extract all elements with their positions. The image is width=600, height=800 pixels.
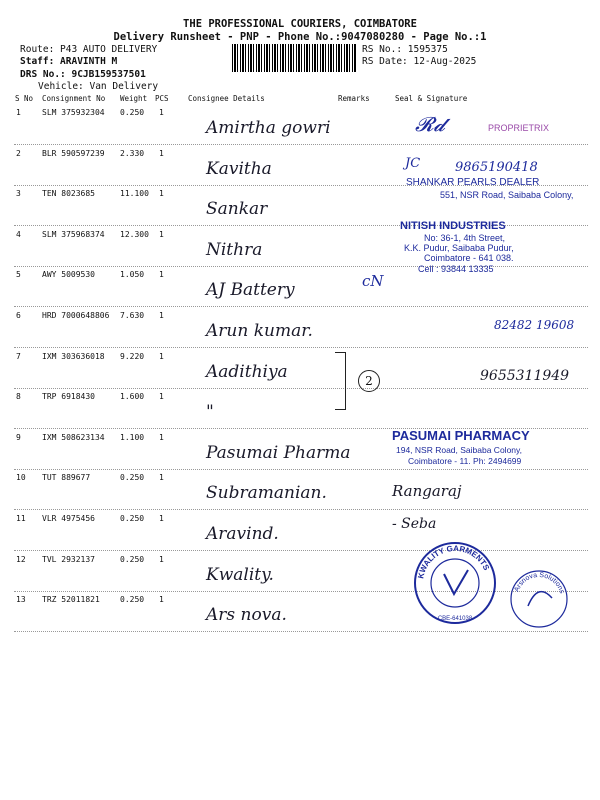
row-sno: 6 <box>16 311 21 320</box>
group-mark: 2 <box>358 370 380 392</box>
row-consignment-no: TUT 889677 <box>42 473 91 482</box>
rs-date: RS Date: 12-Aug-2025 <box>362 56 477 67</box>
row-consignee-handwritten: Nithra <box>206 240 263 260</box>
signature-phone-row6: 82482 19608 <box>494 318 575 332</box>
row-consignment-no: SLM 375932304 <box>42 108 105 117</box>
row-weight: 0.250 <box>120 108 145 117</box>
signature-seba: - Seba <box>392 516 437 532</box>
row-weight: 2.330 <box>120 149 145 158</box>
row-pcs: 1 <box>159 473 164 482</box>
row-divider <box>14 550 588 551</box>
row-consignment-no: BLR 590597239 <box>42 149 105 158</box>
pasumai-pharmacy-stamp: PASUMAI PHARMACY <box>392 428 530 443</box>
row-sno: 8 <box>16 392 21 401</box>
row-consignee-handwritten: Kwality. <box>206 565 274 585</box>
nitish-address-1: No: 36-1, 4th Street, <box>424 233 506 243</box>
row-weight: 1.600 <box>120 392 145 401</box>
signature-row1: 𝓡𝓭 <box>415 112 446 136</box>
row-divider <box>14 144 588 145</box>
row-sno: 1 <box>16 108 21 117</box>
row-consignment-no: TEN 8023685 <box>42 189 95 198</box>
company-title: THE PROFESSIONAL COURIERS, COIMBATORE <box>183 18 417 30</box>
runsheet-subtitle: Delivery Runsheet - PNP - Phone No.:9047080280 - Page No.:1 <box>113 31 487 43</box>
row-divider <box>14 388 588 389</box>
row-consignee-handwritten: Subramanian. <box>206 483 327 503</box>
row-pcs: 1 <box>159 514 164 523</box>
row-pcs: 1 <box>159 433 164 442</box>
row-sno: 5 <box>16 270 21 279</box>
row-pcs: 1 <box>159 270 164 279</box>
row-pcs: 1 <box>159 595 164 604</box>
row-consignee-handwritten: AJ Battery <box>206 280 295 300</box>
row-divider <box>14 591 588 592</box>
row-weight: 9.220 <box>120 352 145 361</box>
row-weight: 1.050 <box>120 270 145 279</box>
row-weight: 0.250 <box>120 555 145 564</box>
row-consignee-handwritten: Pasumai Pharma <box>206 443 351 463</box>
staff-label: Staff: ARAVINTH M <box>20 56 118 67</box>
arsnova-seal-text: Arsnova Solutions <box>513 571 566 595</box>
row-consignment-no: HRD 7000648806 <box>42 311 110 320</box>
route-label: Route: P43 AUTO DELIVERY <box>20 44 158 55</box>
row-weight: 0.250 <box>120 473 145 482</box>
signature-phone-row2: 9865190418 <box>455 160 538 175</box>
arsnova-seal-icon <box>508 568 570 630</box>
row-sno: 10 <box>16 473 26 482</box>
row-pcs: 1 <box>159 108 164 117</box>
svg-text:KWALITY GARMENTS <box>416 544 491 579</box>
row-consignment-no: TRP 6918430 <box>42 392 95 401</box>
row-weight: 12.300 <box>120 230 149 239</box>
group-bracket <box>335 352 346 410</box>
pasumai-address-1: 194, NSR Road, Saibaba Colony, <box>396 445 523 455</box>
pasumai-address-2: Coimbatore - 11. Ph: 2494699 <box>408 456 522 466</box>
cn-mark: cN <box>362 272 384 290</box>
kwality-seal-icon <box>412 540 498 626</box>
row-weight: 7.630 <box>120 311 145 320</box>
nitish-address-3: Coimbatore - 641 038. <box>424 253 514 263</box>
row-divider <box>14 347 588 348</box>
row-sno: 9 <box>16 433 21 442</box>
col-sno: S No <box>15 94 34 103</box>
row-consignment-no: SLM 375968374 <box>42 230 105 239</box>
row-pcs: 1 <box>159 230 164 239</box>
vehicle-label: Vehicle: Van Delivery <box>38 81 159 92</box>
col-consignee: Consignee Details <box>188 94 265 103</box>
row-consignee-handwritten: Kavitha <box>206 159 272 179</box>
row-pcs: 1 <box>159 352 164 361</box>
col-consignment: Consignment No <box>42 94 106 103</box>
row-pcs: 1 <box>159 555 164 564</box>
row-pcs: 1 <box>159 311 164 320</box>
drs-number: DRS No.: 9CJB159537501 <box>20 69 146 80</box>
shankar-address: 551, NSR Road, Saibaba Colony, <box>440 190 574 200</box>
row-sno: 13 <box>16 595 26 604</box>
row-sno: 3 <box>16 189 21 198</box>
col-seal: Seal & Signature <box>395 94 468 103</box>
row-consignee-handwritten: Sankar <box>206 199 268 219</box>
row-consignee-handwritten: Arun kumar. <box>206 321 313 341</box>
row-pcs: 1 <box>159 392 164 401</box>
row-consignee-handwritten: Ars nova. <box>206 605 287 625</box>
nitish-cell: Cell : 93844 13335 <box>418 264 494 274</box>
row-pcs: 1 <box>159 149 164 158</box>
row-weight: 0.250 <box>120 595 145 604</box>
row-sno: 4 <box>16 230 21 239</box>
row-consignee-handwritten: " <box>206 402 214 422</box>
row-divider <box>14 266 588 267</box>
row-divider <box>14 631 588 632</box>
barcode <box>232 44 356 72</box>
row-sno: 2 <box>16 149 21 158</box>
row-divider <box>14 509 588 510</box>
row-weight: 11.100 <box>120 189 149 198</box>
row-consignment-no: AWY 5009530 <box>42 270 95 279</box>
row-weight: 0.250 <box>120 514 145 523</box>
proprietrix-stamp: PROPRIETRIX <box>488 123 550 133</box>
col-remarks: Remarks <box>338 94 370 103</box>
row-consignment-no: VLR 4975456 <box>42 514 95 523</box>
col-pcs: PCS <box>155 94 169 103</box>
row-divider <box>14 306 588 307</box>
row-consignment-no: IXM 303636018 <box>42 352 105 361</box>
row-consignee-handwritten: Amirtha gowri <box>206 118 331 138</box>
signature-phone-row7: 9655311949 <box>480 368 570 384</box>
signature-jc: JC <box>405 156 421 171</box>
row-divider <box>14 469 588 470</box>
row-pcs: 1 <box>159 189 164 198</box>
nitish-industries-stamp: NITISH INDUSTRIES <box>400 220 506 232</box>
row-consignment-no: TVL 2932137 <box>42 555 95 564</box>
rs-number: RS No.: 1595375 <box>362 44 448 55</box>
kwality-seal-text: KWALITY GARMENTS <box>416 543 491 580</box>
row-consignment-no: IXM 508623134 <box>42 433 105 442</box>
col-weight: Weight <box>120 94 148 103</box>
nitish-address-2: K.K. Pudur, Saibaba Pudur, <box>404 243 514 253</box>
row-sno: 7 <box>16 352 21 361</box>
row-consignment-no: TRZ 52011821 <box>42 595 100 604</box>
shankar-pearls-stamp: SHANKAR PEARLS DEALER <box>406 177 540 188</box>
row-sno: 11 <box>16 514 26 523</box>
row-sno: 12 <box>16 555 26 564</box>
row-consignee-handwritten: Aadithiya <box>206 362 288 382</box>
signature-rangaraj: Rangaraj <box>392 482 462 500</box>
kwality-seal-city: CBE-641038 <box>437 616 473 622</box>
row-consignee-handwritten: Aravind. <box>206 524 279 544</box>
row-weight: 1.100 <box>120 433 145 442</box>
